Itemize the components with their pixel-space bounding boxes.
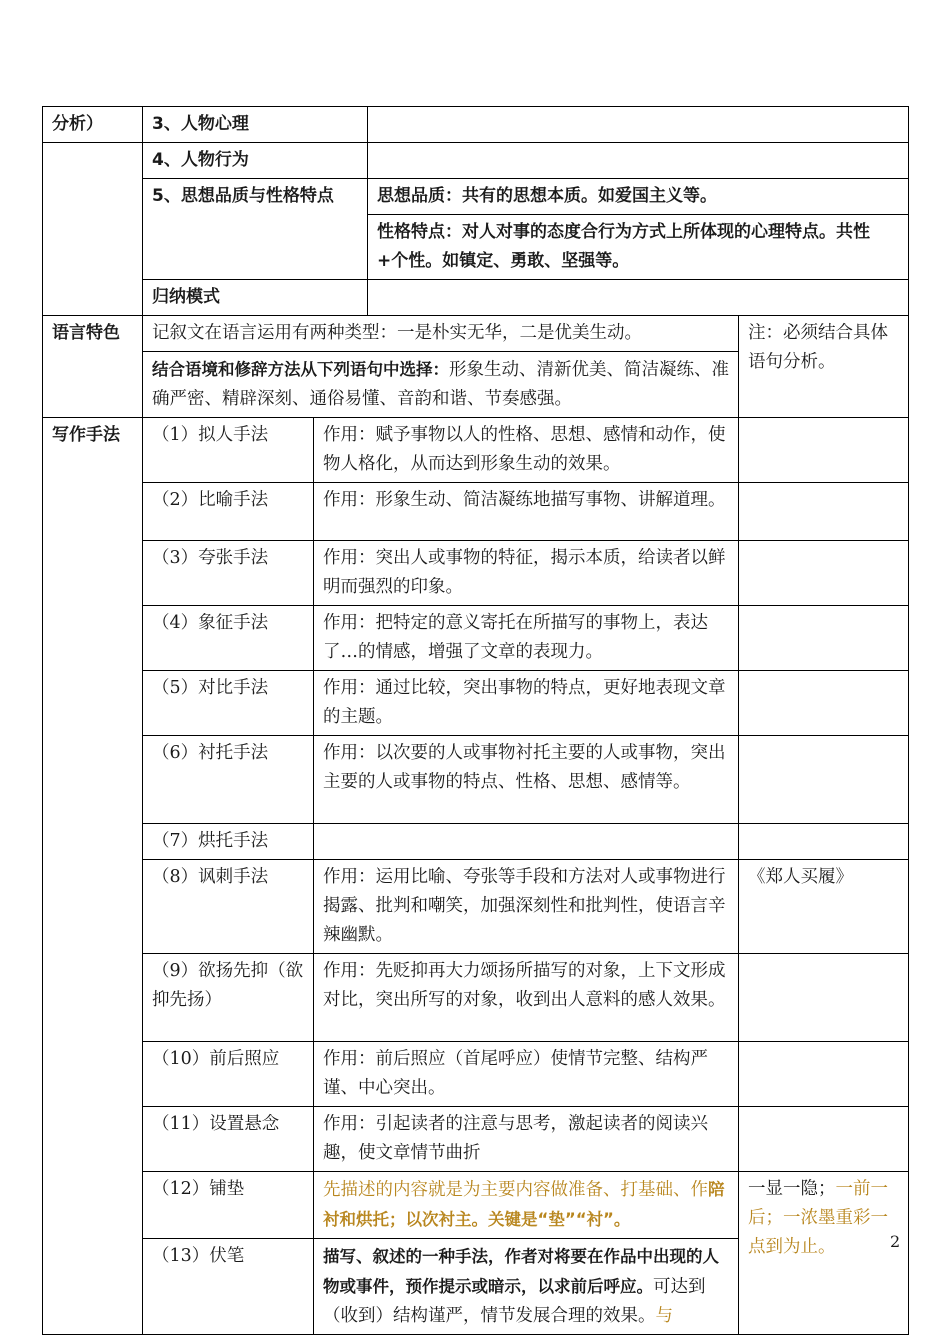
item-content: 性格特点：对人对事的态度合行为方式上所体现的心理特点。共性+个性。如镇定、勇敢、坚强等。 xyxy=(368,215,909,280)
technique-name: （13）伏笔 xyxy=(143,1239,314,1335)
technique-note xyxy=(739,606,909,671)
technique-note xyxy=(739,1107,909,1172)
table-row xyxy=(43,1107,909,1172)
technique-effect: 作用：以次要的人或事物衬托主要的人或事物，突出主要的人或事物的特点、性格、思想、感情等。 xyxy=(314,736,739,824)
section-analysis-label: 分析） xyxy=(43,107,143,143)
item-content: 思想品质：共有的思想本质。如爱国主义等。 xyxy=(368,179,909,215)
technique-name: （4）象征手法 xyxy=(143,606,314,671)
table-row xyxy=(43,179,909,215)
technique-effect: 作用：突出人或事物的特征，揭示本质，给读者以鲜明而强烈的印象。 xyxy=(314,541,739,606)
technique-name: （3）夸张手法 xyxy=(143,541,314,606)
table-row xyxy=(43,541,909,606)
merged-note-dark: 一显一隐； xyxy=(748,1179,836,1199)
table-row xyxy=(43,1172,909,1239)
language-description: 记叙文在语言运用有两种类型：一是朴实无华，二是优美生动。 xyxy=(143,316,739,352)
technique-note xyxy=(739,736,909,824)
technique-note xyxy=(739,824,909,860)
technique-effect xyxy=(314,1172,739,1239)
table-row xyxy=(43,671,909,736)
item-content xyxy=(368,107,909,143)
table-row xyxy=(43,736,909,824)
item-content xyxy=(368,143,909,179)
technique-note xyxy=(739,954,909,1042)
table-row xyxy=(43,606,909,671)
pudian-effect-orange: 先描述的内容就是为主要内容做准备、打基础、作 xyxy=(323,1180,708,1200)
technique-effect xyxy=(314,1239,739,1335)
technique-effect: 作用：先贬抑再大力颂扬所描写的对象，上下文形成对比，突出所写的对象，收到出人意料的感人效果。 xyxy=(314,954,739,1042)
table-row xyxy=(43,143,909,179)
technique-effect: 作用：把特定的意义寄托在所描写的事物上，表达了…的情感，增强了文章的表现力。 xyxy=(314,606,739,671)
technique-name: （1）拟人手法 xyxy=(143,418,314,483)
technique-effect: 作用：运用比喻、夸张等手段和方法对人或事物进行揭露、批判和嘲笑，加强深刻性和批判性，使语言辛辣幽默。 xyxy=(314,860,739,954)
page-number: 2 xyxy=(890,1232,901,1251)
technique-note xyxy=(739,483,909,541)
technique-effect: 作用：赋予事物以人的性格、思想、感情和动作，使物人格化，从而达到形象生动的效果。 xyxy=(314,418,739,483)
language-note: 注：必须结合具体语句分析。 xyxy=(739,316,909,418)
technique-effect: 作用：引起读者的注意与思考，激起读者的阅读兴趣，使文章情节曲折 xyxy=(314,1107,739,1172)
item-content xyxy=(368,280,909,316)
technique-name: （11）设置悬念 xyxy=(143,1107,314,1172)
table-row xyxy=(43,280,909,316)
technique-effect: 作用：通过比较，突出事物的特点，更好地表现文章的主题。 xyxy=(314,671,739,736)
technique-name: （6）衬托手法 xyxy=(143,736,314,824)
section-writing-label: 写作手法 xyxy=(43,418,143,1335)
technique-name: （10）前后照应 xyxy=(143,1042,314,1107)
table-row xyxy=(43,1042,909,1107)
item-label: 4、人物行为 xyxy=(143,143,368,179)
technique-name: （12）铺垫 xyxy=(143,1172,314,1239)
fubi-effect-orange: 与 xyxy=(655,1306,673,1326)
table-row xyxy=(43,824,909,860)
technique-note xyxy=(739,671,909,736)
item-label: 归纳模式 xyxy=(143,280,368,316)
technique-note xyxy=(739,1042,909,1107)
table-row xyxy=(43,483,909,541)
technique-name: （2）比喻手法 xyxy=(143,483,314,541)
table-row xyxy=(43,860,909,954)
section-analysis-continued xyxy=(43,143,143,316)
merged-note-orange: 一前一后；一浓墨重彩一点到为止。 xyxy=(748,1179,888,1257)
fubi-effect-rest: 可达到（收到）结构谨严，情节发展合理的效果。 xyxy=(323,1277,706,1326)
technique-effect: 作用：形象生动、简洁凝练地描写事物、讲解道理。 xyxy=(314,483,739,541)
technique-effect: 作用：前后照应（首尾呼应）使情节完整、结构严谨、中心突出。 xyxy=(314,1042,739,1107)
item-label: 3、人物心理 xyxy=(143,107,368,143)
pudian-effect-bold: 陪衬和烘托；以次衬主。关键是“垫”“衬”。 xyxy=(323,1180,725,1229)
technique-effect xyxy=(314,824,739,860)
item-label: 5、思想品质与性格特点 xyxy=(143,179,368,280)
table-row xyxy=(43,418,909,483)
section-language-label: 语言特色 xyxy=(43,316,143,418)
technique-name: （8）讽刺手法 xyxy=(143,860,314,954)
table-row xyxy=(43,107,909,143)
technique-note: 《郑人买履》 xyxy=(739,860,909,954)
language-selection-lead: 结合语境和修辞方法从下列语句中选择： xyxy=(152,360,449,379)
technique-note xyxy=(739,541,909,606)
technique-note-merged xyxy=(739,1172,909,1335)
fubi-effect-bold: 描写、叙述的一种手法，作者对将要在作品中出现的人物或事件，预作提示或暗示，以求前后呼应。 xyxy=(323,1247,719,1296)
technique-note xyxy=(739,418,909,483)
language-selection-list: 形象生动、清新优美、简洁凝练、准确严密、精辟深刻、通俗易懂、音韵和谐、节奏感强。 xyxy=(152,360,729,409)
table-row xyxy=(43,316,909,352)
table-row xyxy=(43,954,909,1042)
summary-table xyxy=(42,106,909,1335)
technique-name: （5）对比手法 xyxy=(143,671,314,736)
technique-name: （9）欲扬先抑（欲抑先扬） xyxy=(143,954,314,1042)
language-selection xyxy=(143,352,739,418)
technique-name: （7）烘托手法 xyxy=(143,824,314,860)
